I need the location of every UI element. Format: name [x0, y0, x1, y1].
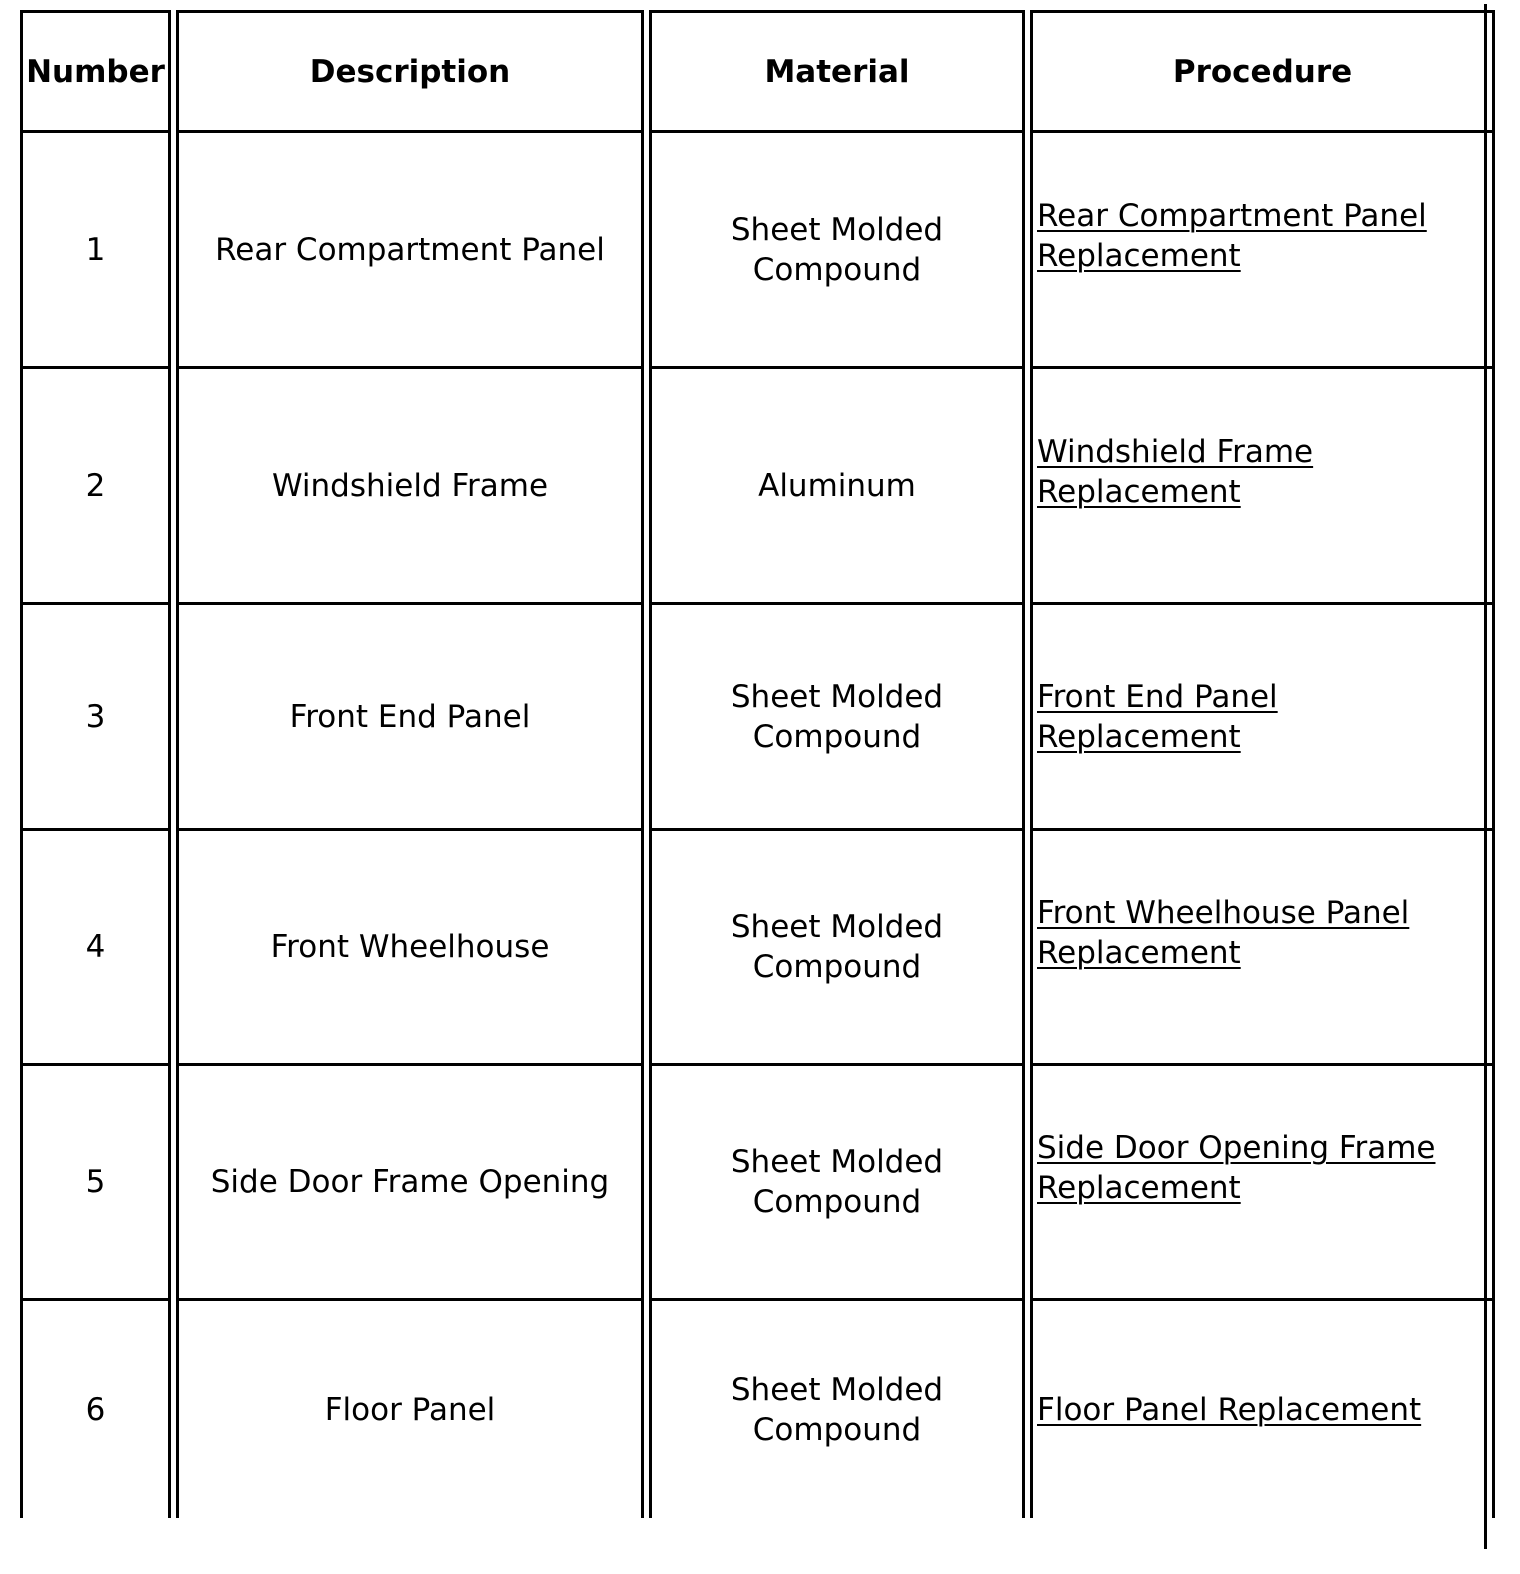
row-5-number: 5 — [20, 1063, 171, 1298]
row-3-procedure-cell — [1030, 602, 1495, 828]
row-4-number: 4 — [20, 828, 171, 1063]
row-4-material: Sheet Molded Compound — [649, 828, 1025, 1063]
row-2-procedure-cell — [1030, 366, 1495, 602]
header-number: Number — [20, 10, 171, 130]
header-description: Description — [176, 10, 644, 130]
row-3-number: 3 — [20, 602, 171, 828]
row-5-procedure-link[interactable]: Side Door Opening Frame Replacement — [1037, 1130, 1436, 1206]
row-1-description: Rear Compartment Panel — [176, 130, 644, 366]
row-2-number: 2 — [20, 366, 171, 602]
row-4-procedure-cell — [1030, 828, 1495, 1063]
row-2-procedure-link[interactable]: Windshield Frame Replacement — [1037, 433, 1314, 510]
row-6-number: 6 — [20, 1298, 171, 1518]
row-1-material: Sheet Molded Compound — [649, 130, 1025, 366]
header-material: Material — [649, 10, 1025, 130]
row-2-material: Aluminum — [649, 366, 1025, 602]
row-6-description: Floor Panel — [176, 1298, 644, 1518]
row-4-procedure-link[interactable]: Front Wheelhouse Panel Replacement — [1037, 895, 1410, 971]
header-procedure: Procedure — [1030, 10, 1495, 130]
row-3-procedure-link[interactable]: Front End Panel Replacement — [1037, 678, 1278, 755]
row-5-material: Sheet Molded Compound — [649, 1063, 1025, 1298]
row-1-number: 1 — [20, 130, 171, 366]
page-right-rule — [1484, 4, 1487, 1549]
parts-table — [20, 10, 1495, 1518]
row-6-material: Sheet Molded Compound — [649, 1298, 1025, 1518]
row-1-procedure-cell — [1030, 130, 1495, 366]
row-4-description: Front Wheelhouse — [176, 828, 644, 1063]
row-5-procedure-cell — [1030, 1063, 1495, 1298]
row-6-procedure-cell — [1030, 1298, 1495, 1518]
row-6-procedure-link[interactable]: Floor Panel Replacement — [1037, 1391, 1422, 1428]
row-3-material: Sheet Molded Compound — [649, 602, 1025, 828]
row-5-description: Side Door Frame Opening — [176, 1063, 644, 1298]
row-2-description: Windshield Frame — [176, 366, 644, 602]
row-3-description: Front End Panel — [176, 602, 644, 828]
row-1-procedure-link[interactable]: Rear Compartment Panel Replacement — [1037, 197, 1427, 274]
